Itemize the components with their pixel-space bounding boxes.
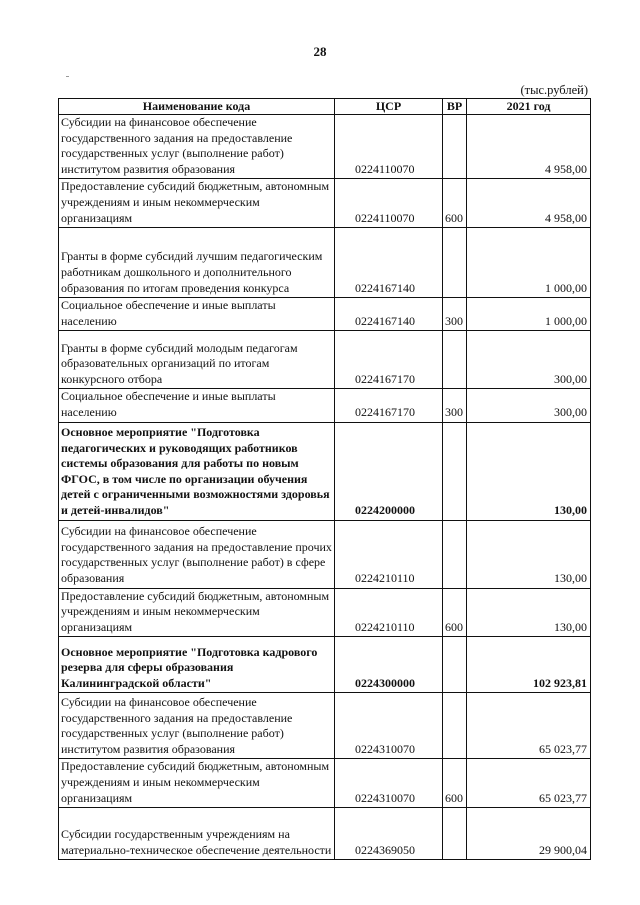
cell-vr: 600 — [443, 179, 467, 228]
cell-sum: 4 958,00 — [467, 115, 591, 179]
table-row — [59, 693, 591, 759]
table-row — [59, 331, 591, 389]
cell-vr — [443, 228, 467, 298]
table-row — [59, 389, 591, 422]
table-header-row — [59, 99, 591, 115]
cell-name: Социальное обеспечение и иные выплаты населению — [59, 389, 335, 422]
cell-sum: 130,00 — [467, 422, 591, 520]
cell-sum: 65 023,77 — [467, 693, 591, 759]
cell-name: Социальное обеспечение и иные выплаты населению — [59, 298, 335, 331]
cell-name: Основное мероприятие "Подготовка педагогических и руководящих работников системы образования для работы по новым ФГОС, в том числе по организации обучения детей с ограниченными возможностями здоровья и детей-инвалидов" — [59, 422, 335, 520]
table-row — [59, 808, 591, 860]
cell-csr: 0224310070 — [335, 759, 443, 808]
cell-sum: 300,00 — [467, 389, 591, 422]
header-name: Наименование кода — [59, 99, 335, 115]
table-row — [59, 298, 591, 331]
cell-vr — [443, 637, 467, 693]
cell-csr: 0224369050 — [335, 808, 443, 860]
cell-name: Гранты в форме субсидий молодым педагогам образовательных организаций по итогам конкурсного отбора — [59, 331, 335, 389]
cell-sum: 102 923,81 — [467, 637, 591, 693]
table-row — [59, 228, 591, 298]
cell-name: Субсидии на финансовое обеспечение государственного задания на предоставление государственных услуг (выполнение работ) институтом развития образования — [59, 115, 335, 179]
cell-csr: 0224200000 — [335, 422, 443, 520]
page-number: 28 — [313, 44, 327, 59]
cell-csr: 0224110070 — [335, 179, 443, 228]
cell-csr: 0224310070 — [335, 693, 443, 759]
cell-csr: 0224167140 — [335, 298, 443, 331]
cell-vr — [443, 422, 467, 520]
cell-name: Основное мероприятие "Подготовка кадрового резерва для сферы образования Калининградской области" — [59, 637, 335, 693]
budget-table — [58, 98, 591, 860]
cell-vr — [443, 808, 467, 860]
cell-csr: 0224210110 — [335, 588, 443, 637]
cell-name: Субсидии на финансовое обеспечение государственного задания на предоставление государственных услуг (выполнение работ) институтом развития образования — [59, 693, 335, 759]
table-row — [59, 759, 591, 808]
cell-vr — [443, 331, 467, 389]
cell-vr: 600 — [443, 588, 467, 637]
cell-vr — [443, 693, 467, 759]
cell-csr: 0224110070 — [335, 115, 443, 179]
table-row — [59, 588, 591, 637]
cell-name: Предоставление субсидий бюджетным, автономным учреждениям и иным некоммерческим организациям — [59, 179, 335, 228]
cell-name: Гранты в форме субсидий лучшим педагогическим работникам дошкольного и дополнительного образования по итогам проведения конкурса — [59, 228, 335, 298]
cell-name: Субсидии на финансовое обеспечение государственного задания на предоставление прочих государственных услуг (выполнение работ) в сфере образования — [59, 520, 335, 588]
cell-vr — [443, 520, 467, 588]
scan-speck — [66, 76, 69, 77]
cell-vr: 600 — [443, 759, 467, 808]
cell-sum: 65 023,77 — [467, 759, 591, 808]
cell-sum: 1 000,00 — [467, 228, 591, 298]
cell-name: Субсидии государственным учреждениям на материально-техническое обеспечение деятельности — [59, 808, 335, 860]
table-row — [59, 520, 591, 588]
header-csr: ЦСР — [335, 99, 443, 115]
cell-vr: 300 — [443, 298, 467, 331]
cell-name: Предоставление субсидий бюджетным, автономным учреждениям и иным некоммерческим организациям — [59, 759, 335, 808]
cell-sum: 300,00 — [467, 331, 591, 389]
table-row — [59, 115, 591, 179]
cell-csr: 0224300000 — [335, 637, 443, 693]
cell-vr — [443, 115, 467, 179]
cell-csr: 0224167170 — [335, 389, 443, 422]
header-vr: ВР — [443, 99, 467, 115]
table-row — [59, 637, 591, 693]
cell-sum: 4 958,00 — [467, 179, 591, 228]
header-year: 2021 год — [467, 99, 591, 115]
cell-csr: 0224210110 — [335, 520, 443, 588]
cell-sum: 130,00 — [467, 520, 591, 588]
cell-sum: 29 900,04 — [467, 808, 591, 860]
cell-sum: 130,00 — [467, 588, 591, 637]
units-note: (тыс.рублей) — [520, 83, 588, 97]
cell-vr: 300 — [443, 389, 467, 422]
cell-sum: 1 000,00 — [467, 298, 591, 331]
cell-csr: 0224167140 — [335, 228, 443, 298]
cell-name: Предоставление субсидий бюджетным, автономным учреждениям и иным некоммерческим организациям — [59, 588, 335, 637]
cell-csr: 0224167170 — [335, 331, 443, 389]
table-row — [59, 422, 591, 520]
table-row — [59, 179, 591, 228]
